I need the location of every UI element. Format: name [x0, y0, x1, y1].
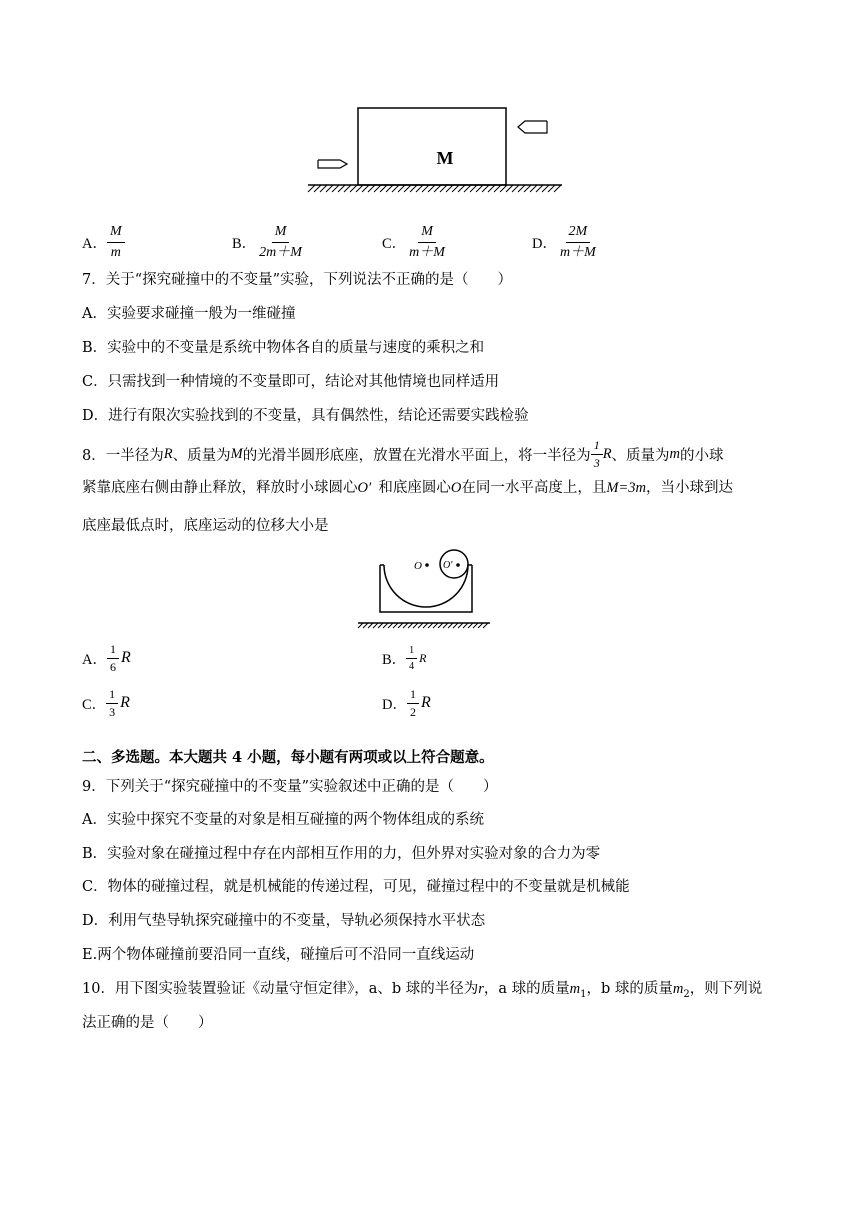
fraction: $\frac{M}{m}$: [107, 224, 125, 261]
q10-stem-line1: 10．用下图实验装置验证《动量守恒定律》，a、b 球的半径为r，a 球的质量$m_1$，b 球的质量$m_2$，则下列说: [82, 981, 763, 1000]
q8-stem-line3: 底座最低点时，底座运动的位移大小是: [82, 518, 329, 534]
q8-option-b[interactable]: B． $\frac{1}{4}$ R: [382, 644, 427, 672]
hatch-mark: [380, 185, 387, 192]
q7-option-a[interactable]: A．实验要求碰撞一般为一维碰撞: [82, 306, 296, 322]
hatch-mark: [464, 185, 471, 192]
hatch-mark: [326, 185, 333, 192]
q8-stem-line2: 紧靠底座右侧由静止释放，释放时小球圆心O′ 和底座圆心O在同一水平高度上，且M=3m，当小球到达: [82, 480, 733, 496]
q9-option-b[interactable]: B．实验对象在碰撞过程中存在内部相互作用的力，但外界对实验对象的合力为零: [82, 846, 601, 862]
fraction: $\frac{1}{6}$: [107, 643, 119, 674]
section-heading: 二、多选题。本大题共 4 小题，每小题有两项或以上符合题意。: [82, 749, 494, 766]
q6-option-c[interactable]: C． $\frac{M}{m+M}$: [382, 222, 448, 262]
fraction: $\frac{1}{4}$: [406, 645, 417, 672]
hatch-mark: [398, 185, 405, 192]
fraction: $\frac{1}{2}$: [407, 688, 419, 719]
fraction: $\frac{1}{3}$: [106, 688, 118, 719]
hatch-mark: [452, 185, 459, 192]
block-label: M: [436, 148, 454, 168]
q7-option-d[interactable]: D．进行有限次实验找到的不变量，具有偶然性，结论还需要实践检验: [82, 408, 529, 424]
hatch-mark: [524, 185, 531, 192]
q7-stem: 7．关于“探究碰撞中的不变量”实验，下列说法不正确的是（ ）: [82, 272, 513, 288]
hatch-mark: [488, 185, 495, 192]
hatch-mark: [416, 185, 423, 192]
hatch-mark: [482, 185, 489, 192]
hatch-mark: [428, 185, 435, 192]
svg-text:O: O: [414, 560, 422, 572]
hatch-mark: [446, 185, 453, 192]
hatch-mark: [332, 185, 339, 192]
hatch-mark: [536, 185, 543, 192]
hatch-mark: [344, 185, 351, 192]
figure-block-bullets: [300, 100, 570, 195]
block-m: [358, 108, 506, 185]
hatch-mark: [470, 185, 477, 192]
q9-option-e[interactable]: E.两个物体碰撞前要沿同一直线，碰撞后可不沿同一直线运动: [82, 947, 475, 963]
hatch-mark: [314, 185, 321, 192]
hatch-mark: [362, 185, 369, 192]
hatch-mark: [434, 185, 441, 192]
hatch-mark: [392, 185, 399, 192]
hatch-mark: [458, 185, 465, 192]
hatch-mark: [494, 185, 501, 192]
bullet-right: [518, 121, 547, 133]
hatch-mark: [548, 185, 555, 192]
hatch-mark: [356, 185, 363, 192]
hatch-mark: [350, 185, 357, 192]
q8-option-c[interactable]: C． $\frac{1}{3}$ R: [82, 686, 130, 719]
figure-semicircle-base: [354, 545, 494, 630]
hatch-mark: [422, 185, 429, 192]
q8-option-d[interactable]: D． $\frac{1}{2}$ R: [382, 686, 431, 719]
q10-stem-line2: 法正确的是（ ）: [82, 1015, 213, 1031]
fraction: $\frac{2M}{m+M}$: [559, 223, 596, 260]
hatch-mark: [440, 185, 447, 192]
q9-option-a[interactable]: A．实验中探究不变量的对象是相互碰撞的两个物体组成的系统: [82, 812, 484, 828]
hatch-mark: [530, 185, 537, 192]
fraction: $\frac{1}{3}$: [591, 439, 603, 470]
hatch-mark: [410, 185, 417, 192]
q6-option-a[interactable]: A． $\frac{M}{m}$: [82, 222, 125, 262]
q9-option-d[interactable]: D．利用气垫导轨探究碰撞中的不变量，导轨必须保持水平状态: [82, 913, 486, 929]
hatch-mark: [512, 185, 519, 192]
q7-option-b[interactable]: B．实验中的不变量是系统中物体各自的质量与速度的乘积之和: [82, 340, 485, 356]
q9-stem: 9．下列关于“探究碰撞中的不变量”实验叙述中正确的是（ ）: [82, 779, 498, 795]
q9-option-c[interactable]: C．物体的碰撞过程，就是机械能的传递过程，可见，碰撞过程中的不变量就是机械能: [82, 879, 630, 895]
hatch-mark: [506, 185, 513, 192]
hatch-mark: [500, 185, 507, 192]
svg-text:O′: O′: [443, 560, 453, 571]
bowl-arc: [384, 565, 468, 607]
ground-hatch: [308, 185, 561, 192]
hatch-mark: [476, 185, 483, 192]
q6-option-d[interactable]: D． $\frac{2M}{m+M}$: [532, 222, 599, 262]
q7-option-c[interactable]: C．只需找到一种情境的不变量即可，结论对其他情境也同样适用: [82, 374, 500, 390]
fraction: $\frac{M}{m+M}$: [409, 223, 445, 260]
hatch-mark: [338, 185, 345, 192]
fraction: $\frac{M}{2m+M}$: [259, 223, 302, 260]
bullet-left: [318, 160, 347, 168]
q8-option-a[interactable]: A． $\frac{1}{6}$ R: [82, 641, 131, 674]
hatch-mark: [554, 185, 561, 192]
hatch-mark: [542, 185, 549, 192]
q6-option-b[interactable]: B． $\frac{M}{2m+M}$: [232, 222, 305, 262]
hatch-mark: [368, 185, 375, 192]
hatch-mark: [308, 185, 315, 192]
q8-stem-line1: 8．一半径为 R 、质量为 M 的光滑半圆形底座，放置在光滑水平面上，将一半径为 $\frac{1}{3}$ R 、质量为 m 的小球: [82, 437, 724, 470]
hatch-mark: [374, 185, 381, 192]
hatch-mark: [518, 185, 525, 192]
hatch-mark: [386, 185, 393, 192]
hatch-mark: [404, 185, 411, 192]
hatch-mark: [320, 185, 327, 192]
